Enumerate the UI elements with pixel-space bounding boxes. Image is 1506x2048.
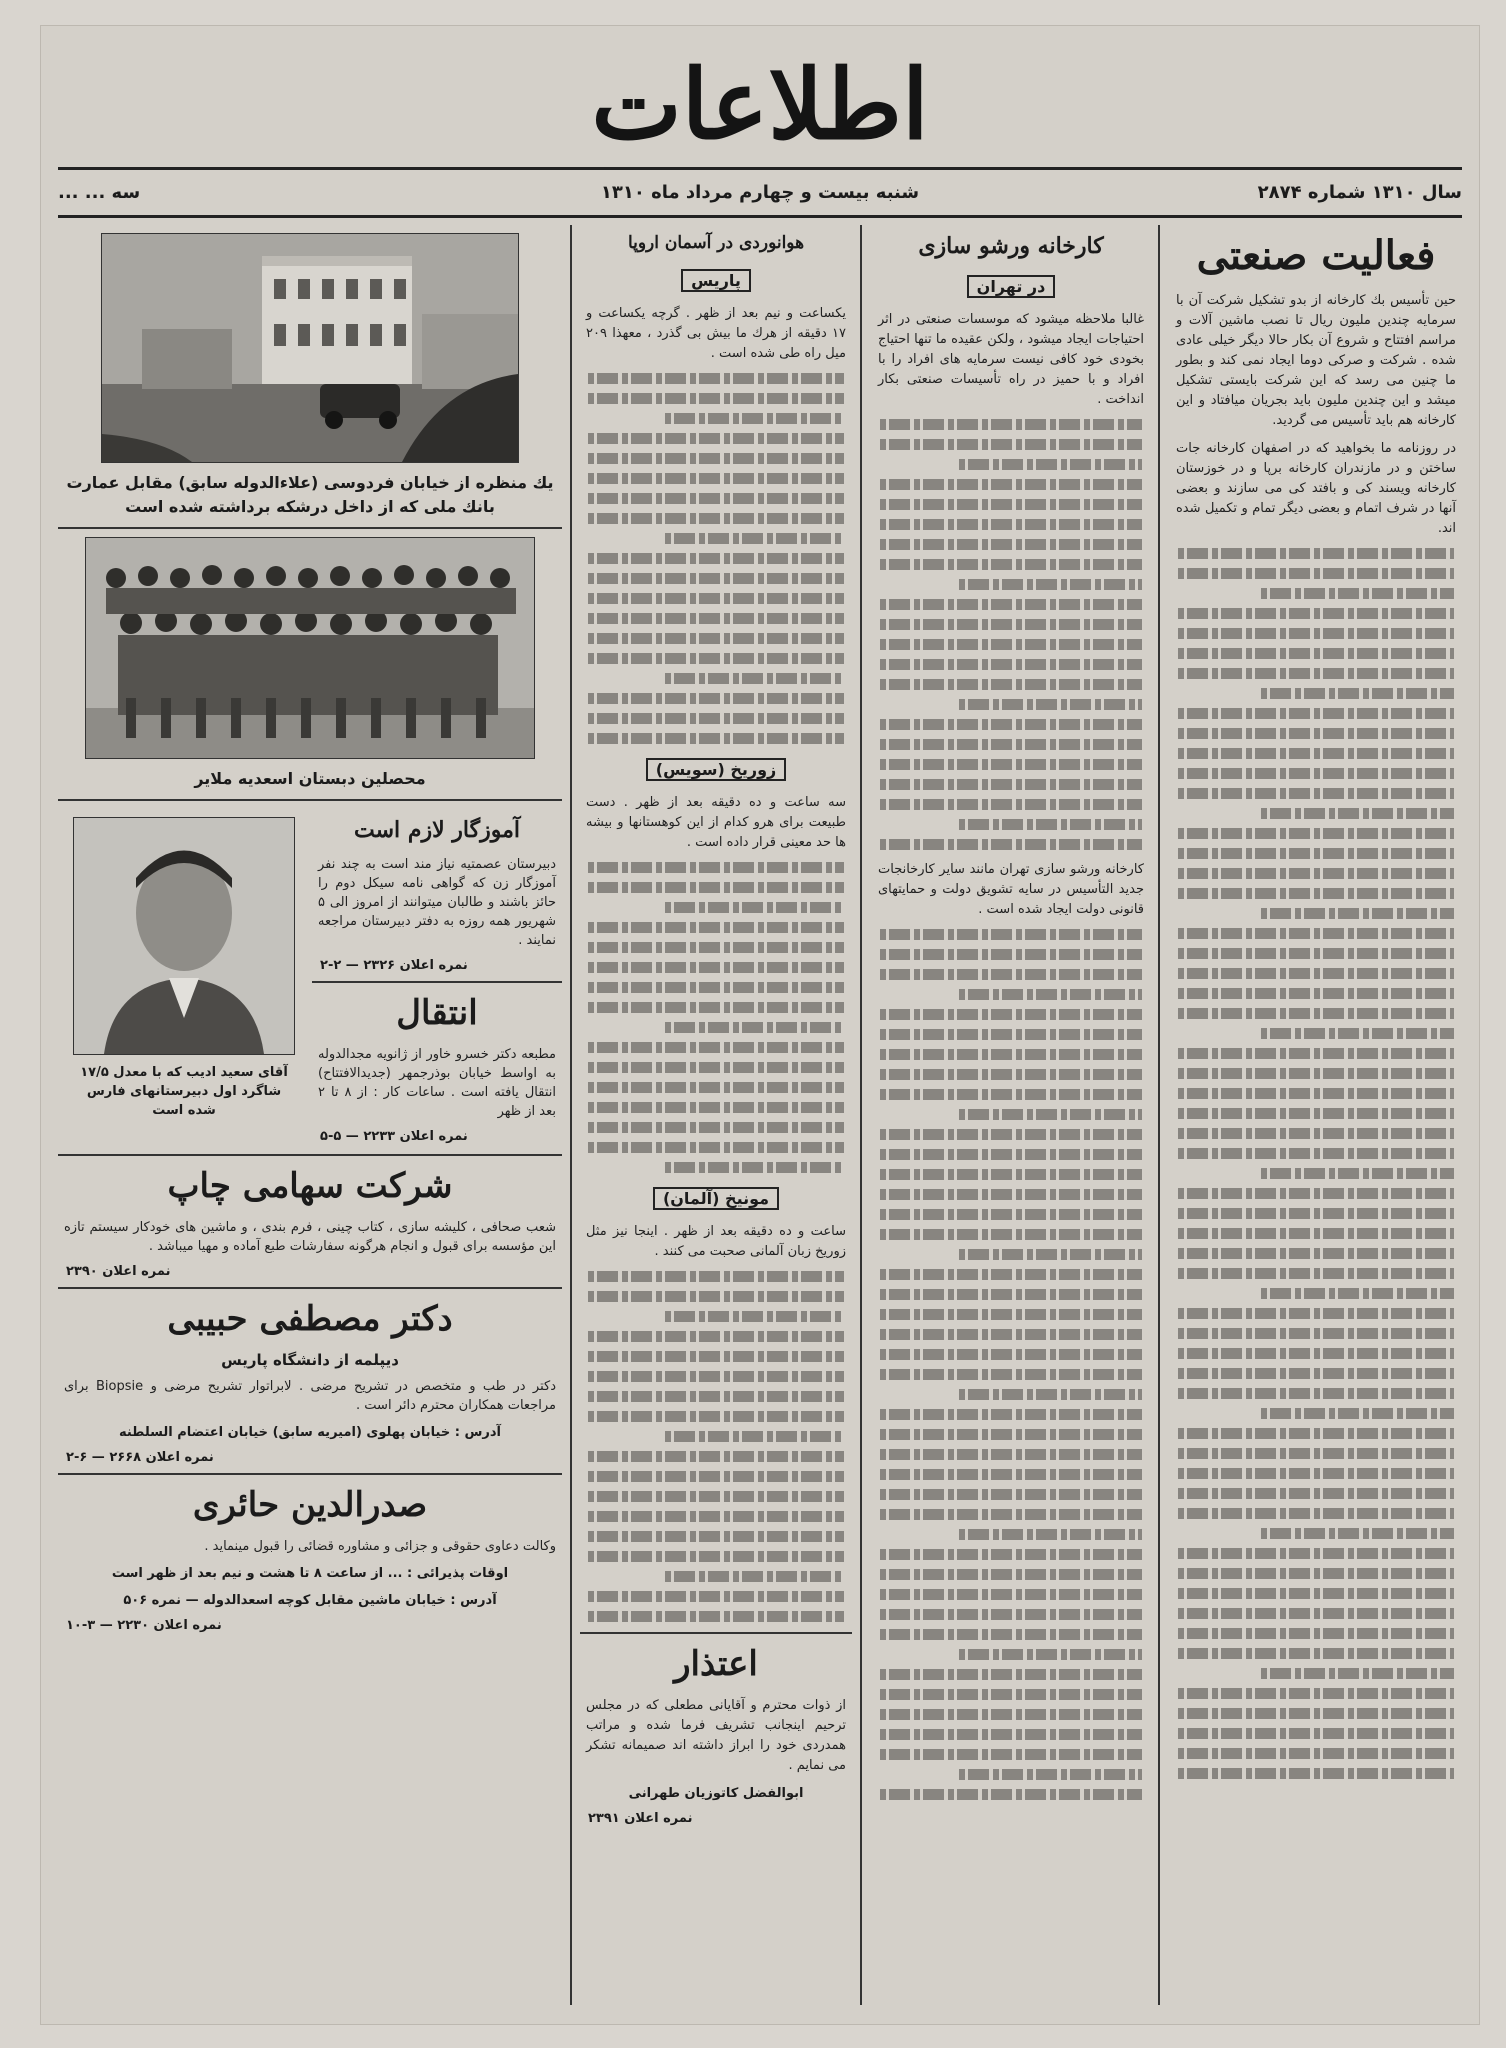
industrial-activity-paragraph: حین تأسیس بك کارخانه از بدو تشکیل شرکت آن با سرمایه چندین ملیون ریال تا نصب ماشین آلات و مراسم افتتاح و شروع آن بکار حالا دیگر خیلی عادی شده . شرکت و صرکی دوما ایجاد نمی کند و بطور ما چنین می رسد که این شرکت بایستی تشکیل میشد و این چندین ملیون باید بجریان میافتاد و این کارخانه هم باید تأسیس می گردید.	[1176, 293, 1456, 428]
teacher-wanted-number: نمره اعلان ۲۳۲۶ — ۲-۲	[320, 958, 468, 973]
lawyer-haeri-text: وکالت دعاوی حقوقی و جزائی و مشاوره قضائی را قبول مینماید .	[204, 1539, 556, 1554]
building-photo-illustration	[102, 234, 518, 462]
column-industrial-activity	[1170, 225, 1462, 2005]
teacher-and-transfer-notices	[312, 809, 562, 1146]
masthead	[40, 45, 1480, 165]
section-divider	[580, 1632, 852, 1634]
street-photo	[101, 233, 519, 463]
transfer-text: مطبعه دکتر خسرو خاور از ژانویه مجدالدوله به اواسط خیابان بوذرجمهر (جدیدالافتتاح) انتقال یافته است . ساعات کار : از ۸ تا ۲ بعد از ظهر	[318, 1047, 557, 1119]
printing-company-headline: شرکت سهامی چاپ	[167, 1166, 453, 1206]
section-divider	[58, 527, 562, 529]
silverware-factory-paragraph: غالبا ملاحظه میشود که موسسات صنعتی در اثر احتیاجات ایجاد میشود ، ولکن عقیده ما تنها احتیاج بخودی خود کافی نیست سرمایه های افراد را با افراد و با حمیز در راه تأسیسات صنعتی بکار انداخت .	[878, 312, 1144, 407]
munich-paragraph: ساعت و ده دقیقه بعد از ظهر . اینجا نیز مثل زوریخ زبان آلمانی صحبت می کنند .	[586, 1224, 846, 1259]
printing-company-number: نمره اعلان ۲۳۹۰	[66, 1264, 171, 1279]
paris-paragraph: یکساعت و نیم بعد از ظهر . گرچه یکساعت و ۱۷ دقیقه از هرك ما بیش بی گذرد ، معهذا ۲۰۹ میل راه طی شده است .	[586, 306, 846, 361]
newspaper-title: اطلاعات	[591, 48, 929, 161]
portrait-block	[64, 809, 304, 1146]
article-text-block	[880, 419, 1142, 850]
silverware-factory-headline: کارخانه ورشو سازی	[918, 233, 1104, 259]
silverware-factory-subhead: در تهران	[872, 271, 1150, 302]
street-photo-caption: یك منظره از خیابان فردوسی (علاءالدوله سابق) مقابل عمارت بانك ملی که از داخل درشکه برداشته شده است	[66, 473, 554, 516]
article-text-block	[1178, 548, 1454, 1779]
newspaper-page	[40, 25, 1480, 2025]
transfer-headline: انتقال	[396, 993, 478, 1033]
column-divider	[860, 225, 862, 2005]
section-divider	[58, 799, 562, 801]
lawyer-haeri-number: نمره اعلان ۲۲۳۰ — ۳-۱۰	[66, 1618, 222, 1633]
doctor-habibi-number: نمره اعلان ۲۶۶۸ — ۶-۲	[66, 1450, 214, 1465]
column-silverware-factory	[872, 225, 1150, 2005]
apology-text: از ذوات محترم و آقایانی مطعلی که در مجلس ترحیم اینجانب تشریف فرما شده و مراتب همدردی خود را ابراز داشته اند صمیمانه تشکر می نمایم .	[586, 1698, 846, 1773]
europe-flight-headline: هوانوردی در آسمان اروپا	[627, 233, 805, 253]
column-europe-flight	[580, 225, 852, 2005]
lawyer-haeri-headline: صدرالدین حائری	[192, 1485, 428, 1525]
printing-company-text: شعب صحافی ، کلیشه سازی ، کتاب چینی ، فرم بندی ، و ماشین های خودکار سیستم تازه این مؤسسه برای قبول و انجام هرگونه سفارشات طبع آماده و مهیا میباشد .	[64, 1220, 556, 1254]
transfer-notice-number: نمره اعلان ۲۲۳۳ — ۵-۵	[320, 1129, 468, 1144]
students-photo-caption: محصلین دبستان اسعدیه ملایر	[194, 769, 426, 788]
portrait-caption: آقای سعید ادیب که با معدل ۱۷/۵ شاگرد اول دبیرستانهای فارس شده است	[80, 1065, 288, 1118]
column-divider	[1158, 225, 1160, 2005]
teacher-wanted-text: دبیرستان عصمتیه نیاز مند است به چند نفر آموزگار زن که گواهی نامه سیکل دوم را حائز باشند و طالبان میتوانند از امروز الی ۵ شهریور همه روزه به دفتر دبیرستان مراجعه نمایند .	[318, 857, 556, 948]
masthead-rule	[58, 167, 1462, 170]
portrait-illustration	[74, 818, 294, 1054]
apology-notice-number: نمره اعلان ۲۳۹۱	[588, 1811, 693, 1826]
silverware-factory-paragraph: کارخانه ورشو سازی تهران مانند سایر کارخانجات جدید التأسیس در سایه تشویق دولت و حمایتهای قانونی دولت ایجاد شده است .	[878, 862, 1144, 917]
lawyer-haeri-hours: اوقات پذیرائی : ... از ساعت ۸ تا هشت و نیم بعد از ظهر است	[111, 1566, 509, 1581]
section-divider	[58, 1287, 562, 1289]
column-divider	[570, 225, 572, 2005]
munich-subhead: مونیخ (آلمان)	[580, 1183, 852, 1214]
dateline	[58, 175, 1462, 211]
zurich-subhead: زوریخ (سویس)	[580, 754, 852, 785]
teacher-wanted-headline: آموزگار لازم است	[354, 817, 520, 843]
article-text-block	[880, 929, 1142, 1800]
zurich-paragraph: سه ساعت و ده دقیقه بعد از ظهر . دست طبیعت برای هرو کدام از این کوهستانها و بیشه ها حد معینی قرار داده است .	[586, 795, 846, 850]
section-divider	[58, 1154, 562, 1156]
dateline-rule	[58, 215, 1462, 218]
industrial-activity-paragraph: در روزنامه ما بخواهید که در اصفهان کارخانه جات ساختن و در مازندران کارخانه برپا و در خوزستان کارخانه ویسند کی و بافتد کی می سازند و بعضی آنها در شرف اتمام و بعضی دیگر تمام و تکمیل شده اند.	[1176, 441, 1456, 536]
teacher-and-portrait-row	[58, 809, 562, 1146]
issue-number: سال ۱۳۱۰ شماره ۲۸۷۴	[1257, 182, 1462, 203]
article-text-block	[588, 1271, 844, 1622]
paris-subhead: پاریس	[580, 265, 852, 296]
article-text-block	[588, 373, 844, 744]
doctor-habibi-address: آدرس : خیابان پهلوی (امیریه سابق) خیابان اعتضام السلطنه	[118, 1425, 502, 1440]
industrial-activity-headline: فعالیت صنعتی	[1196, 232, 1436, 279]
doctor-habibi-headline: دکتر مصطفی حبیبی	[167, 1299, 453, 1339]
apology-headline: اعتذار	[674, 1644, 758, 1684]
apology-signature: ابوالفضل کاتوزیان طهرانی	[628, 1786, 804, 1801]
section-divider	[58, 1473, 562, 1475]
section-divider	[312, 981, 562, 983]
column-photos-and-ads	[58, 225, 562, 2005]
doctor-habibi-subhead: دیپلمه از دانشگاه پاریس	[221, 1351, 399, 1369]
article-text-block	[588, 862, 844, 1173]
issue-extra: سه ... ...	[58, 182, 141, 203]
doctor-habibi-text: دکتر در طب و متخصص در تشریح مرضی . لابراتوار تشریح مرضی و Biopsie برای مراجعات همکاران محترم دائر است .	[64, 1379, 557, 1413]
students-photo-illustration	[86, 538, 534, 758]
issue-date: شنبه بیست و چهارم مرداد ماه ۱۳۱۰	[600, 182, 920, 203]
students-photo	[85, 537, 535, 759]
student-portrait	[73, 817, 295, 1055]
lawyer-haeri-address: آدرس : خیابان ماشین مقابل کوچه اسعدالدوله — نمره ۵۰۶	[123, 1593, 497, 1608]
